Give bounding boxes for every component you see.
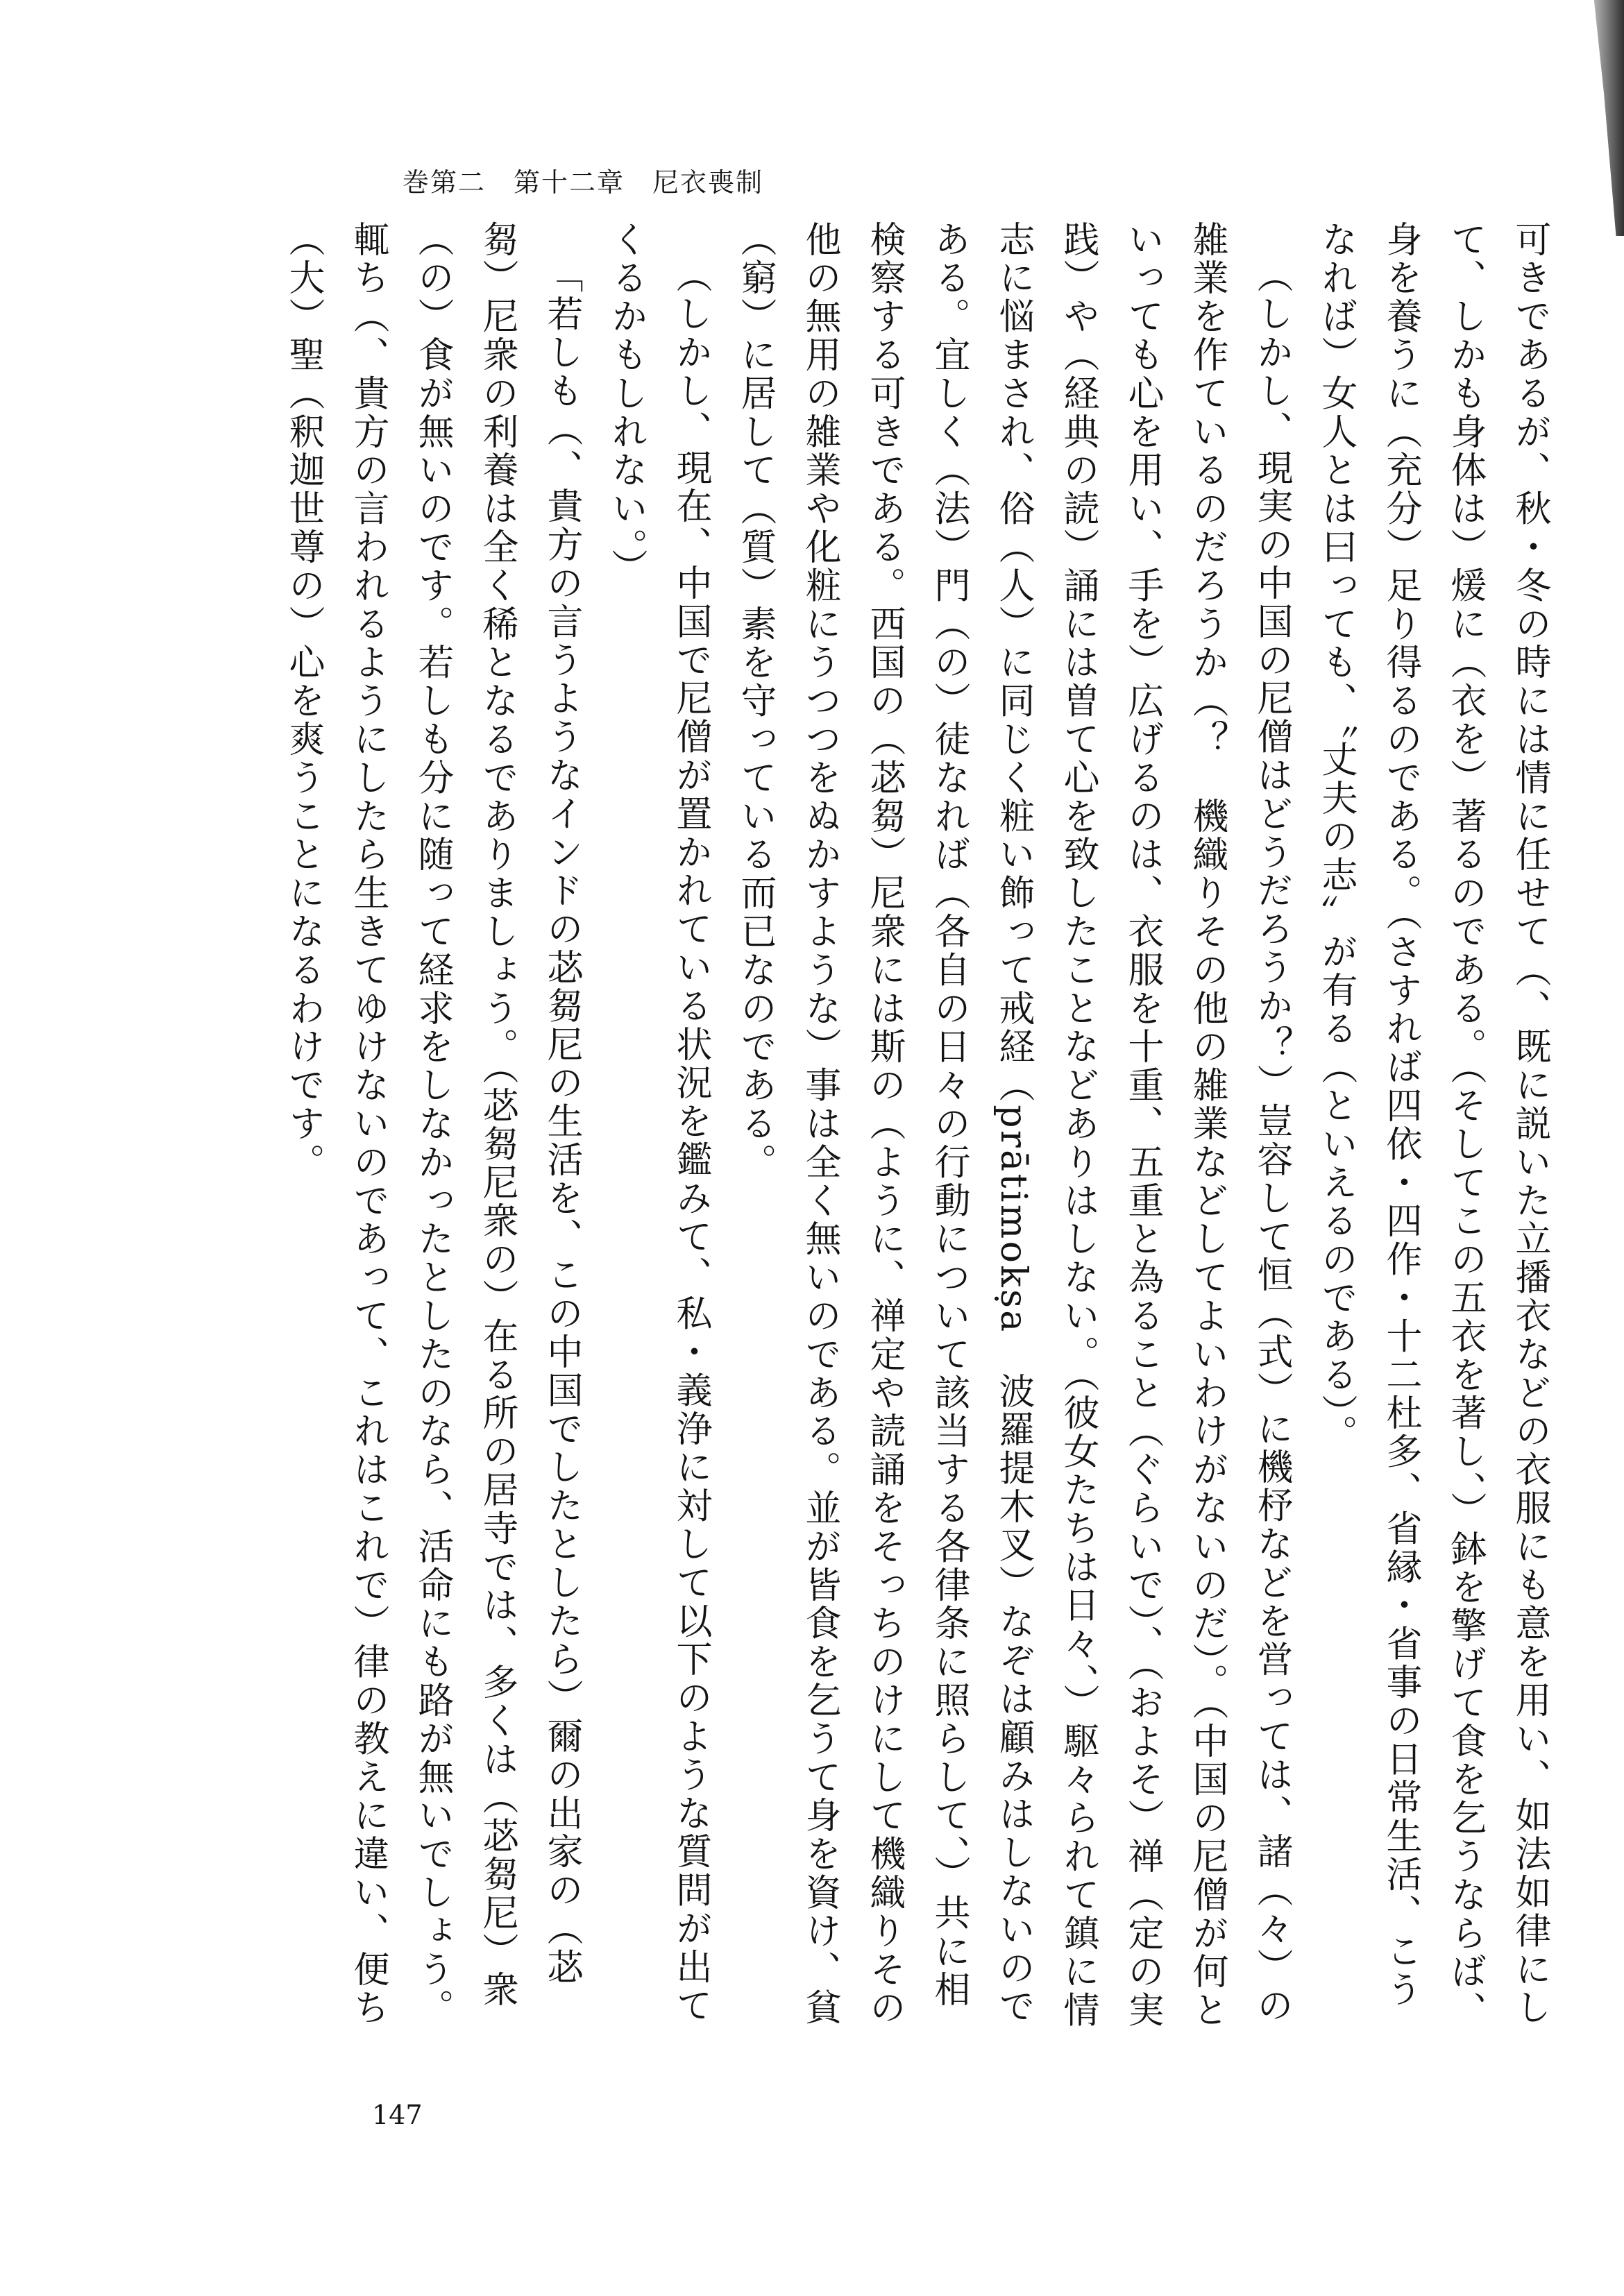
- paragraph: （しかし、現在、中国で尼僧が置かれている状況を鑑みて、私・義浄に対して以下のような質問が出てくるかもしれない。）: [605, 221, 711, 2025]
- paragraph: 「若しも（、貴方の言うようなインドの苾芻尼の生活を、この中国でしたとしたら）爾の出家の（苾芻）尼衆の利養は全く稀となるでありましょう。（苾芻尼衆の）在る所の居寺では、多くは（苾芻尼）衆（の）食が無いのです。若しも分に随って経求をしなかったとしたのなら、活命にも路が無いでしょう。輒ち（、貴方の言われるようにしたら生きてゆけないのであって、これはこれで）律の教えに違い、便ち（大）聖（釈迦世尊の）心を爽うことになるわけです。: [282, 221, 582, 2027]
- scan-edge-shadow: [1557, 0, 1624, 236]
- page-number: 147: [372, 2100, 423, 2130]
- running-header: 巻第二 第十二章 尼衣喪制: [403, 167, 764, 198]
- paragraph: 可きであるが、秋・冬の時には情に任せて（、既に説いた立播衣などの衣服にも意を用い、如法如律にして、しかも身体は）煖に（衣を）著るのである。（そしてこの五衣を著し、）鉢を擎げて食を乞うならば、身を養うに（充分）足り得るのである。（さすれば四依・四作・十二杜多、省縁・省事の日常生活、こうなれば）女人とは曰っても、〝丈夫の志〟が有る（といえるのである）。: [1315, 221, 1550, 2030]
- paragraph: （しかし、現実の中国の尼僧はどうだろうか？）豈容して恒（式）に機杼などを営っては、諸（々）の雑業を作ているのだろうか（？ 機織りその他の雑業などしてよいわけがないのだ）。（中国の尼僧が何といっても心を用い、手を）広げるのは、衣服を十重、五重と為ること（ぐらいで）、（およそ）禅（定の実践）や（経典の読）誦には曽て心を致したことなどありはしない。（彼女たちは日々、）駆々られて鎮に情志に悩まされ、俗（人）に同じく粧い飾って戒経（prātimokṣa 波羅提木叉）なぞは顧みはしないのである。宜しく（法）門（の）徒なれば（各自の日々の行動について該当する各律条に照らして、）共に相検察する可きである。西国の（苾芻）尼衆には斯の（ように、禅定や読誦をそっちのけにして機織りその他の無用の雑業や化粧にうつつをぬかすような）事は全く無いのである。並が皆食を乞うて身を資け、貧（窮）に居して（質）素を守っている而已なのである。: [734, 221, 1292, 2030]
- vertical-body-text: [282, 221, 1562, 2039]
